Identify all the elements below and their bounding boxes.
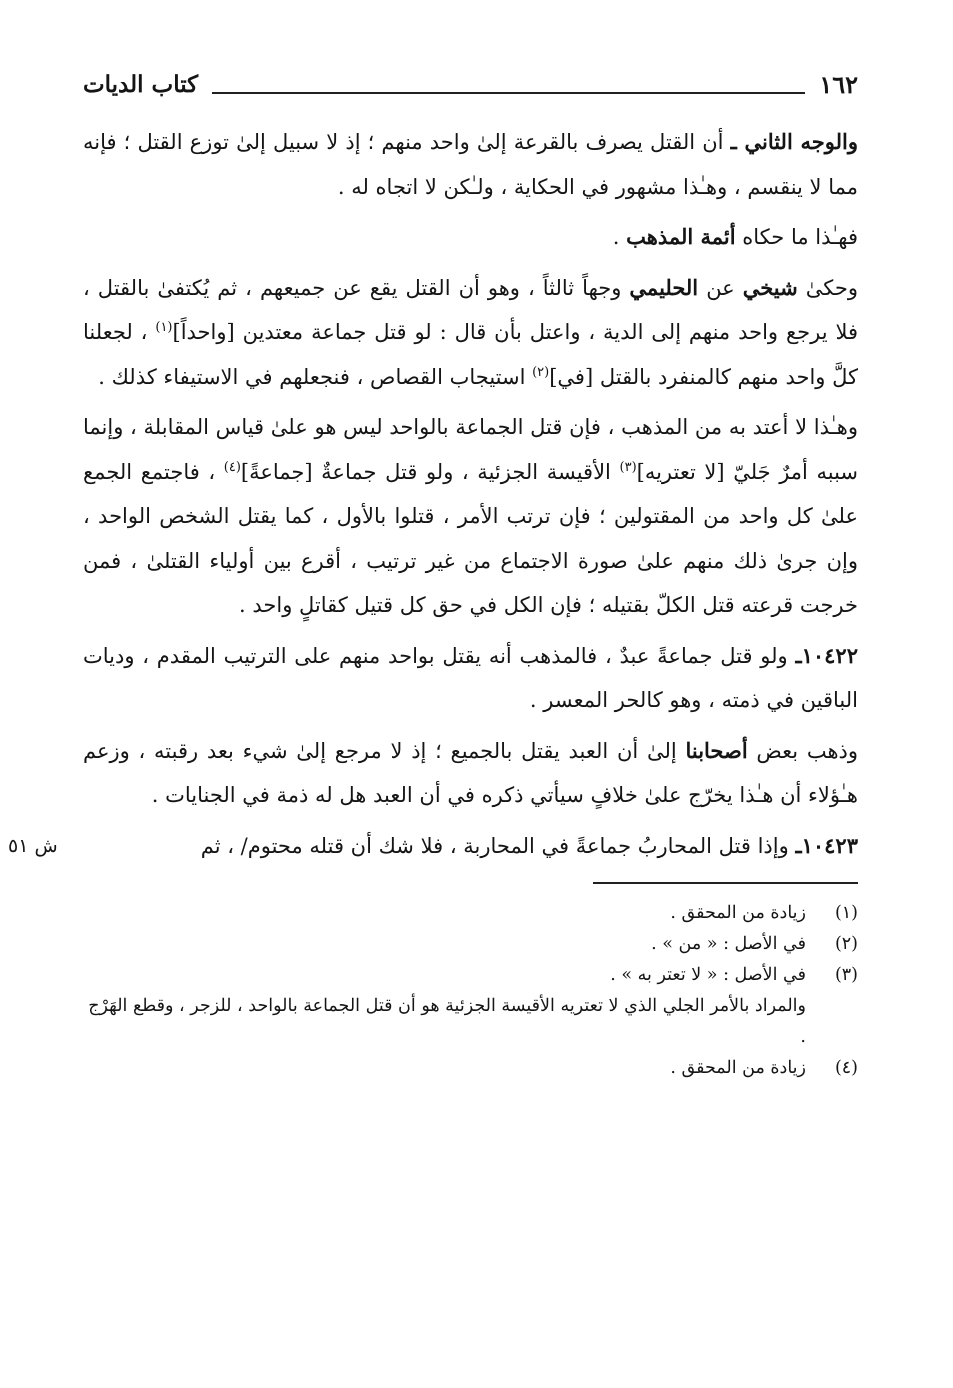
paragraph-text: وجهاً ثالثاً ، وهو أن القتل يقع عن جميعهم ، ثم يُكتفىٰ بالقتل ، فلا يرجع واحد منهم إلى الدية ، واعتل بأن قال : لو قتل جماعة معتدين [واحداً] xyxy=(83,275,859,344)
footnote xyxy=(83,898,858,929)
paragraph-text: ولو قتل جماعةً عبدٌ ، فالمذهب أنه يقتل بواحد منهم على الترتيب المقدم ، وديات الباقين في ذمته ، وهو كالحر المعسر . xyxy=(83,643,858,712)
paragraph xyxy=(83,405,858,628)
paragraph-text: استيجاب القصاص ، فنجعلهم في الاستيفاء كذلك . xyxy=(98,364,533,389)
paragraph xyxy=(83,729,858,818)
footnote-text: في الأصل : « من » . xyxy=(651,934,806,954)
paragraph-text: . xyxy=(612,225,627,249)
footnote-rule xyxy=(593,882,858,884)
bold-text: شيخي xyxy=(742,274,798,300)
footnote-text: زيادة من المحقق . xyxy=(670,1058,806,1078)
body-text xyxy=(8,120,859,868)
paragraph xyxy=(83,215,858,260)
paragraph-text: ، فاجتمع الجمع علىٰ كل واحد من المقتولين ؛ فإن ترتب الأمر ، قتلوا بالأول ، كما يقتل الشخص الواحد ، وإن جرىٰ ذلك منهم علىٰ صورة الاجتماع من غير ترتيب ، أقرع بين أولياء القتلىٰ ، فمن خرجت قرعته قتل الكلّ بقتيله ؛ فإن الكل في حق كل قتيل كقاتلٍ واحد . xyxy=(83,459,858,617)
bold-text: ١٠٤٢٣ـ xyxy=(795,832,858,858)
paragraph-text: وحكىٰ xyxy=(797,275,859,300)
footnote-marker: (٤) xyxy=(223,459,241,475)
paragraph-text: الأقيسة الجزئية ، ولو قتل جماعةٌ [جماعةً] xyxy=(240,459,620,484)
paragraph-text: فهـٰذا ما حكاه xyxy=(735,225,858,249)
paragraph-text: إلىٰ أن العبد يقتل بالجميع ؛ إذ لا مرجع إلىٰ شيء بعد رقبته ، وزعم هـٰؤلاء أن هـٰذا يخرّج علىٰ خلافٍ سيأتي ذكره في أن العبد هل له ذمة في الجنايات . xyxy=(83,738,858,807)
footnotes xyxy=(83,898,858,1084)
book-page xyxy=(8,58,859,1084)
bold-text: ١٠٤٢٢ـ xyxy=(795,642,858,668)
paragraph-text: وهـٰذا لا أعتد به من المذهب ، فإن قتل الجماعة بالواحد ليس هو علىٰ قياس المقابلة ، وإنما سببه أمرٌ جَليّ [لا تعتريه] xyxy=(83,415,859,484)
bold-text: أصحابنا xyxy=(685,737,748,763)
page-number: ١٦٢ xyxy=(819,70,858,99)
footnote xyxy=(83,929,858,960)
footnote xyxy=(83,960,858,1053)
bold-text: أئمة المذهب xyxy=(626,224,736,249)
paragraph-text: أن القتل يصرف بالقرعة إلىٰ واحد منهم ؛ إذ لا سبيل إلىٰ توزع القتل ؛ فإنه مما لا ينقسم ، وهـٰذا مشهور في الحكاية ، ولـٰكن لا اتجاه له . xyxy=(83,130,858,199)
paragraph-text: ، لجعلنا كلَّ واحد منهم كالمنفرد بالقتل [في] xyxy=(83,320,858,389)
bold-text: والوجه الثاني ـ xyxy=(730,129,859,154)
footnote xyxy=(83,1053,858,1084)
footnote-text xyxy=(83,960,806,1053)
chapter-title: كتاب الديات xyxy=(83,71,199,98)
footnote-marker: (٣) xyxy=(619,459,637,475)
paragraph-text: وذهب بعض xyxy=(747,738,859,763)
bold-text: الحليمي xyxy=(629,274,699,300)
paragraph xyxy=(83,120,858,209)
header-rule xyxy=(212,92,805,94)
margin-note: ش ٥١ xyxy=(8,834,58,857)
footnote-text-main: في الأصل : « لا تعتر به » . xyxy=(610,965,806,985)
footnote-text-explanation: والمراد بالأمر الجلي الذي لا تعتريه الأقيسة الجزئية هو أن قتل الجماعة بالواحد ، للزجر ، وقطع الهَرْج . xyxy=(88,996,806,1047)
paragraph xyxy=(83,266,858,400)
paragraph-text: وإذا قتل المحاربُ جماعةً في المحاربة ، فلا شك أن قتله محتوم/ ، ثم xyxy=(200,833,796,858)
footnote-number: (٢) xyxy=(834,934,858,954)
paragraph-text: عن xyxy=(698,275,743,300)
footnote-marker: (٢) xyxy=(532,364,550,380)
footnote-marker: (١) xyxy=(155,320,173,335)
footnote-number: (١) xyxy=(834,903,858,923)
footnote-text: زيادة من المحقق . xyxy=(670,903,806,923)
paragraph xyxy=(8,824,858,869)
paragraph xyxy=(83,634,858,723)
footnote-number: (٤) xyxy=(834,1058,858,1078)
footnote-number: (٣) xyxy=(834,965,858,985)
page-header xyxy=(83,58,858,100)
